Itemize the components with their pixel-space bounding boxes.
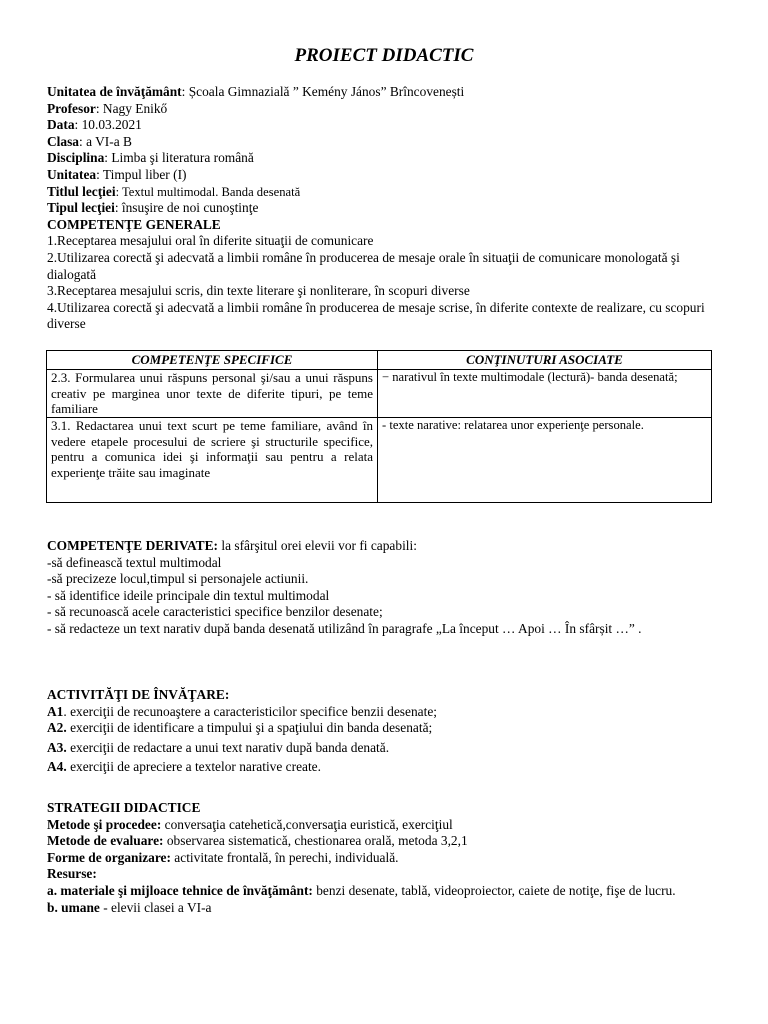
competenta-generala-1: 1.Receptarea mesajului oral în diferite situaţii de comunicare — [47, 233, 374, 249]
strategii-metode: Metode şi procedee: conversaţia catehetică,conversaţia euristică, exerciţiul — [47, 816, 453, 832]
info-teacher: Profesor: Nagy Enikő — [47, 100, 168, 116]
competente-derivate — [47, 538, 717, 638]
table-cell: 3.1. Redactarea unui text scurt pe teme familiare, având în vedere etapele procesului de scriere şi structurile specifice, pentru a comunica idei şi informaţii sau pentru a relata experienţe trăite sau imaginate — [47, 418, 378, 503]
strategii-forme: Forme de organizare: activitate frontală, în perechi, individuală. — [47, 849, 399, 865]
table-row — [47, 370, 712, 418]
info-lesson-type: Tipul lecţiei: însuşire de noi cunoştinţe — [47, 200, 259, 216]
info-lesson-title: Titlul lecţiei: Textul multimodal. Banda desenată — [47, 183, 301, 199]
strategii-umane: b. umane - elevii clasei a VI-a — [47, 899, 212, 915]
strategii-evaluare: Metode de evaluare: observarea sistematică, chestionarea orală, metoda 3,2,1 — [47, 833, 468, 849]
competente-derivate-heading: COMPETENŢE DERIVATE: la sfârşitul orei elevii vor fi capabili: — [47, 538, 417, 553]
competenta-generala-2: 2.Utilizarea corectă şi adecvată a limbii române în producerea de mesaje orale în situaţii de comunicare monologată şi dialogată — [47, 249, 680, 282]
list-item: - să recunoască acele caracteristici specifice benzilor desenate; — [47, 604, 383, 620]
info-unit: Unitatea: Timpul liber (I) — [47, 166, 187, 182]
list-item: - să identifice ideile principale din textul multimodal — [47, 587, 330, 603]
activity-a4: A4. exerciţii de apreciere a textelor narative create. — [47, 759, 321, 775]
competente-table — [46, 350, 712, 503]
info-date: Data: 10.03.2021 — [47, 117, 142, 133]
activity-a3: A3. exerciţii de redactare a unui text narativ după banda denată. — [47, 739, 390, 755]
strategii-heading: STRATEGII DIDACTICE — [47, 800, 201, 815]
activity-a2: A2. exerciţii de identificare a timpului şi a spaţiului din banda desenată; — [47, 720, 433, 736]
table-row — [47, 418, 712, 503]
strategii-materiale: a. materiale şi mijloace tehnice de învăţământ: benzi desenate, tablă, videoproiector, caiete de notiţe, fişe de lucru. — [47, 882, 676, 898]
info-class: Clasa: a VI-a B — [47, 133, 132, 149]
strategii-didactice — [47, 800, 717, 916]
strategii-resurse: Resurse: — [47, 866, 97, 882]
lesson-info — [47, 84, 717, 333]
list-item: - să redacteze un text narativ după banda desenată utilizând în paragrafe „La început … Apoi … În sfârșit …” . — [47, 620, 642, 636]
document-title: PROIECT DIDACTIC — [294, 45, 474, 66]
info-school: Unitatea de învăţământ: Școala Gimnazială ” Kemény János” Brîncovenești — [47, 84, 465, 99]
table-header-cell: CONŢINUTURI ASOCIATE — [378, 351, 712, 370]
competente-generale-heading: COMPETENŢE GENERALE — [47, 216, 221, 232]
table-cell: 2.3. Formularea unui răspuns personal şi/sau a unui răspuns creativ pe marginea unor texte de diferite tipuri, pe teme familiare — [47, 370, 378, 418]
table-header-row — [47, 351, 712, 370]
activity-a1: A1. exerciţii de recunoaştere a caracteristicilor specifice benzii desenate; — [47, 703, 437, 719]
list-item: -să precizeze locul,timpul si personajele actiunii. — [47, 571, 309, 587]
list-item: -să definească textul multimodal — [47, 554, 222, 570]
activitati-invatare — [47, 687, 717, 776]
table-cell: - texte narative: relatarea unor experienţe personale. — [378, 418, 712, 503]
competenta-generala-4: 4.Utilizarea corectă şi adecvată a limbii române în producerea de mesaje scrise, în diferite contexte de realizare, cu scopuri diverse — [47, 299, 705, 332]
activitati-heading: ACTIVITĂŢI DE ÎNVĂŢARE: — [47, 687, 230, 702]
table-cell: − narativul în texte multimodale (lectură)- banda desenată; — [378, 370, 712, 418]
competenta-generala-3: 3.Receptarea mesajului scris, din texte literare şi nonliterare, în scopuri diverse — [47, 283, 470, 299]
info-discipline: Disciplina: Limba şi literatura română — [47, 150, 254, 166]
table-header-cell: COMPETENŢE SPECIFICE — [47, 351, 378, 370]
